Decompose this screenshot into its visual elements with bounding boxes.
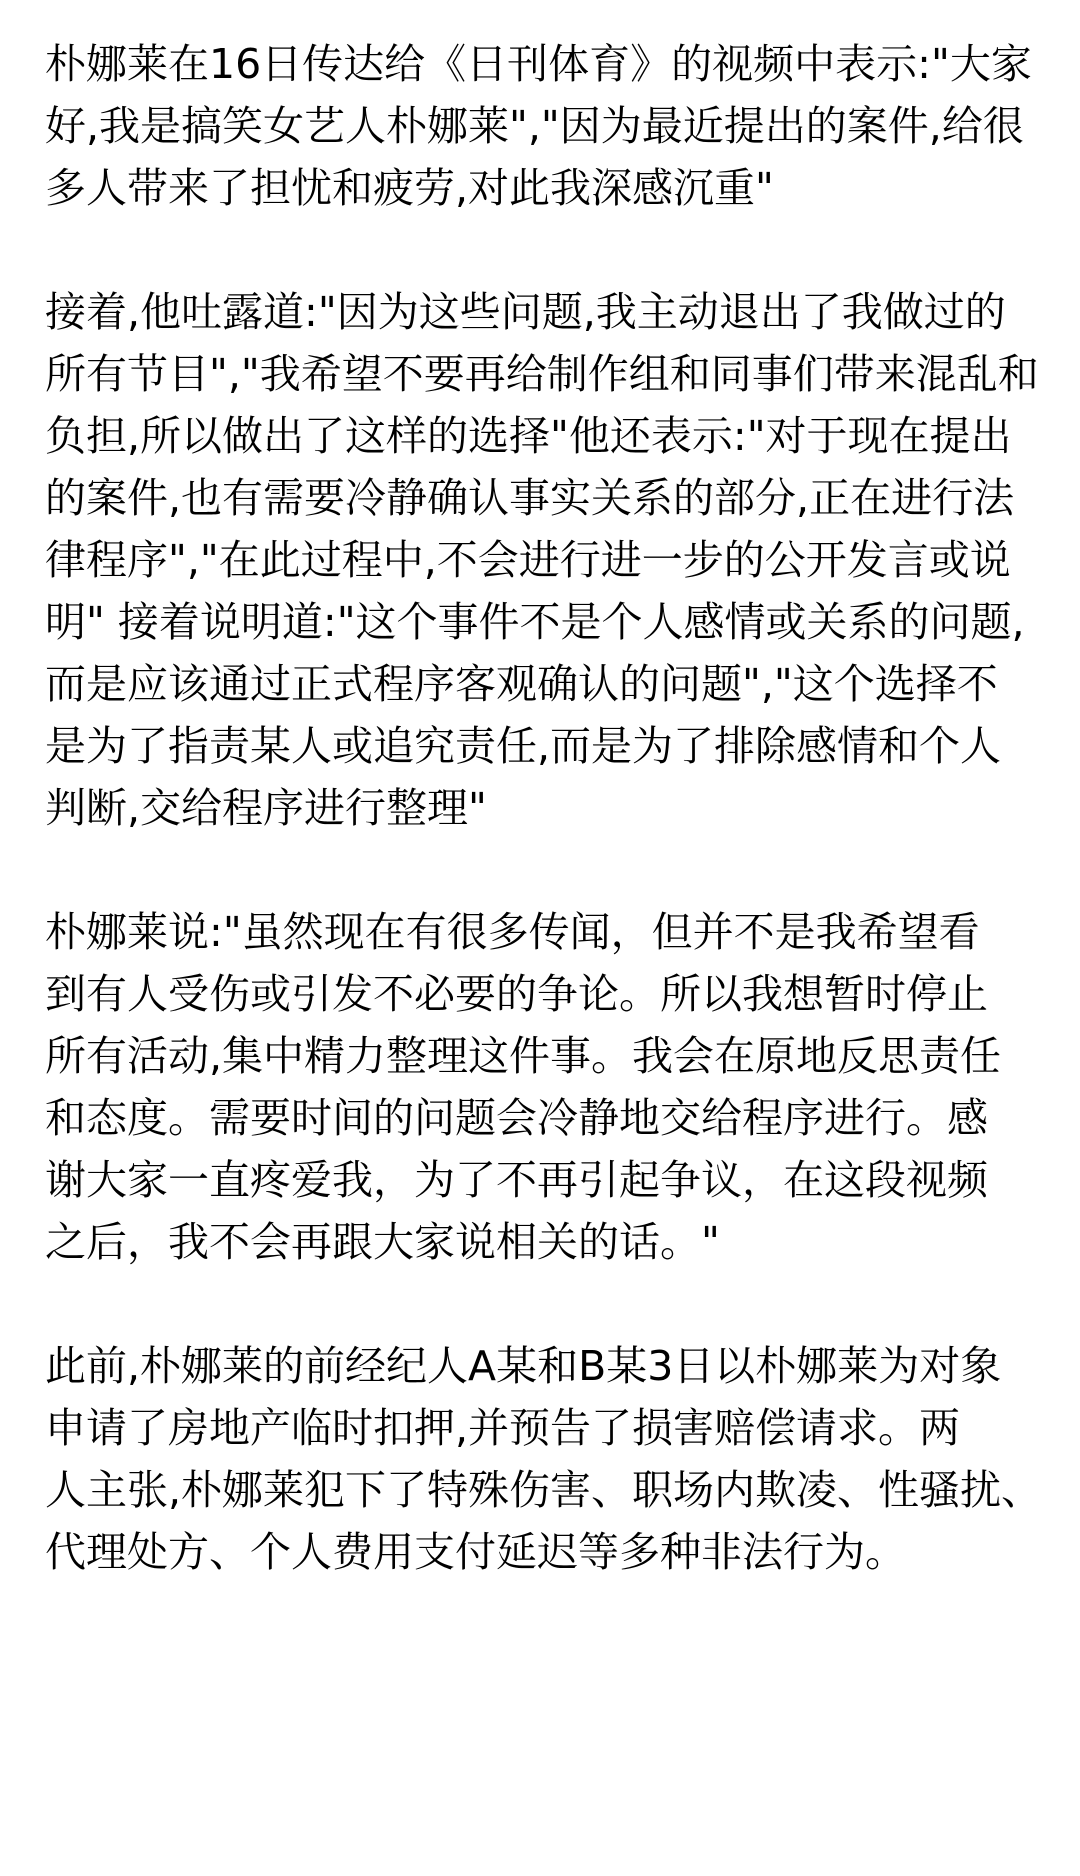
paragraph-background: 此前,朴娜莱的前经纪人A某和B某3日以朴娜莱为对象 申请了房地产临时扣押,并预告了损害赔偿请求。两 人主张,朴娜莱犯下了特殊伤害、职场内欺凌、性骚扰、 代理处方、个人费用支付延迟等多种非法行为。 (45, 1342, 1043, 1576)
paragraph-statement-details: 接着,他吐露道:"因为这些问题,我主动退出了我做过的 所有节目","我希望不要再给制作组和同事们带来混乱和 负担,所以做出了这样的选择"他还表示:"对于现在提出 的案件,也有需要冷静确认事实关系的部分,正在进行法 律程序","在此过程中,不会进行进一步的公开发言或说 明" 接着说明道:"这个事件不是个人感情或关系的问题, 而是应该通过正式程序客观确认的问题","这个选择不 是为了指责某人或追究责任,而是为了排除感情和个人 判断,交给程序进行整理" (45, 288, 1039, 832)
article-body (45, 33, 1045, 1583)
paragraph-gap (45, 1273, 1045, 1335)
paragraph-statement-intro: 朴娜莱在16日传达给《日刊体育》的视频中表示:"大家 好,我是搞笑女艺人朴娜莱","因为最近提出的案件,给很 多人带来了担忧和疲劳,对此我深感沉重" (45, 40, 1032, 212)
paragraph-gap (45, 839, 1045, 901)
paragraph-gap (45, 219, 1045, 281)
paragraph-quote: 朴娜莱说:"虽然现在有很多传闻，但并不是我希望看 到有人受伤或引发不必要的争论。所以我想暂时停止 所有活动,集中精力整理这件事。我会在原地反思责任 和态度。需要时间的问题会冷静地交给程序进行。感 谢大家一直疼爱我，为了不再引起争议，在这段视频 之后，我不会再跟大家说相关的话。" (45, 908, 1002, 1266)
